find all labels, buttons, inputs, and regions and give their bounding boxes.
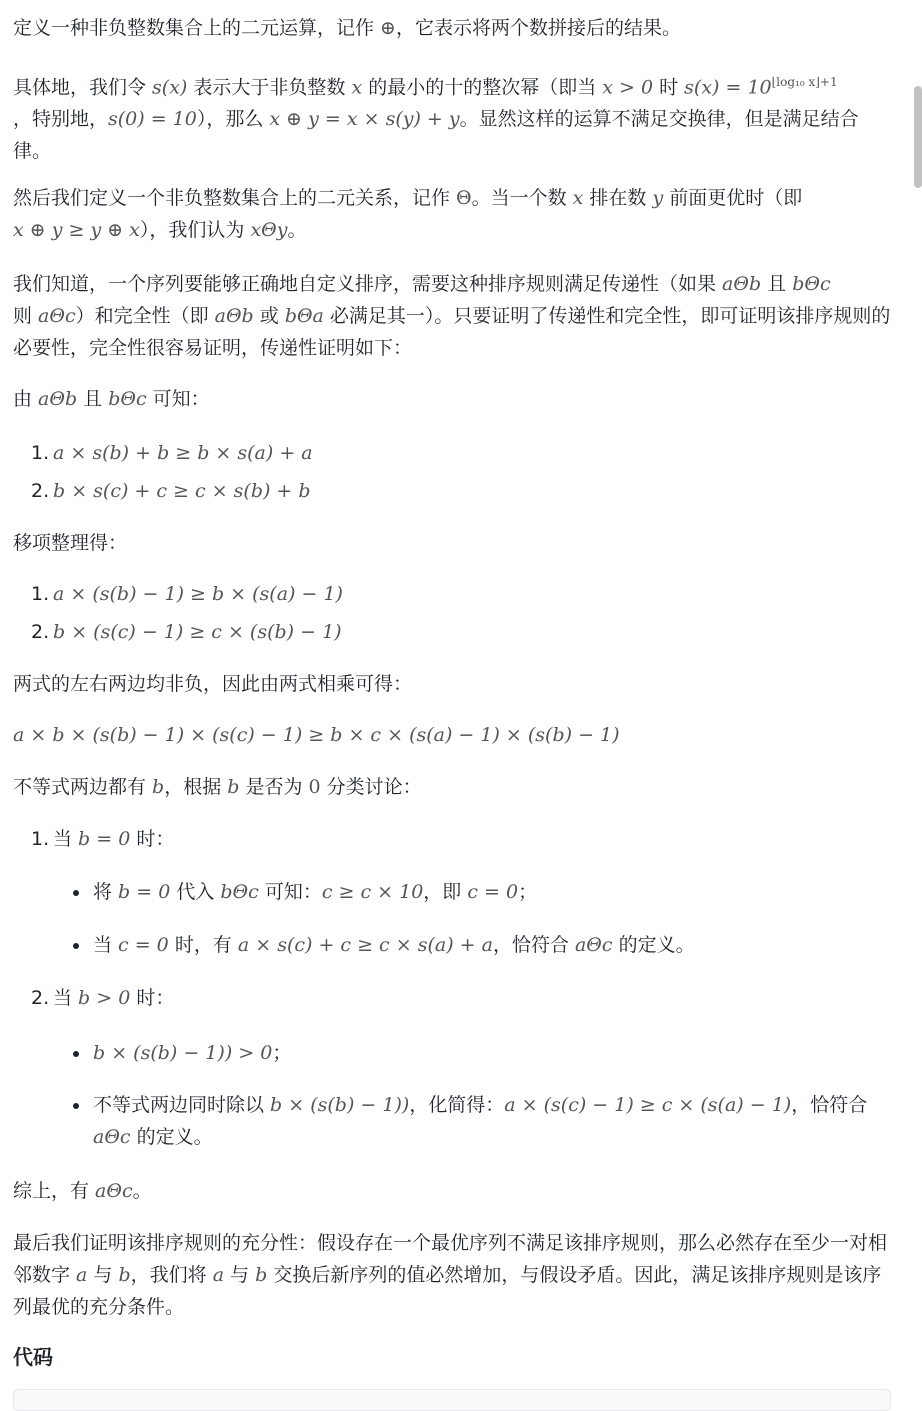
math: b × (s(b) − 1)) [270, 1094, 410, 1116]
text: ，恰符合 [791, 1094, 868, 1116]
math: b × (s(c) − 1) ≥ c × (s(b) − 1) [53, 621, 342, 643]
code-block [13, 1389, 891, 1411]
list-number: 1. [31, 583, 50, 605]
bullet-dot [73, 943, 79, 949]
text: 与 [224, 1264, 256, 1286]
text: 的定义。 [130, 1126, 213, 1148]
math: s(x) = 10 [684, 76, 772, 99]
text: 的定义。 [612, 934, 695, 956]
list-item [13, 472, 893, 510]
text: ； [518, 881, 538, 903]
text: ，化简得： [409, 1094, 505, 1116]
text: 然后我们定义一个非负整数集合上的二元关系，记作 [13, 187, 457, 209]
paragraph-rearrange: 移项整理得： [13, 532, 128, 554]
text: 前面更优时（即 [663, 187, 803, 209]
math: c ≥ c × 10 [321, 881, 424, 903]
paragraph-conclusion [13, 1175, 893, 1207]
math: x ⊕ y ≥ y ⊕ x [13, 219, 140, 241]
text: 。当一个数 [471, 187, 573, 209]
math: a × s(c) + c ≥ c × s(a) + a [237, 934, 493, 956]
math: b [255, 1264, 268, 1286]
math: y [652, 187, 664, 209]
text: 我们知道，一个序列要能够正确地自定义排序，需要这种排序规则满足传递性（如果 [13, 273, 723, 295]
bullet-dot [73, 890, 79, 896]
text: 。 [287, 219, 307, 241]
list-item [13, 820, 893, 858]
math: bΘc [220, 881, 259, 903]
math: b [118, 1264, 131, 1286]
text: 必满足其一）。只要证明了传递性和完全性，即可证明该排序规则的必要性，完全性很容易证明，传递性证明如下： [13, 305, 891, 359]
math: Θ [456, 187, 472, 209]
bullet-item [13, 876, 893, 908]
text: 当 [53, 987, 79, 1009]
text: 且 [77, 388, 109, 410]
math-exponent: ⌊log₁₀ x⌋+1 [771, 75, 838, 89]
bullet-item [13, 1037, 893, 1069]
text: 且 [761, 273, 793, 295]
text: 时： [130, 987, 175, 1009]
math: x [351, 76, 363, 99]
math: 0 [308, 776, 321, 798]
math: c = 0 [467, 881, 519, 903]
math-oplus: ⊕ [380, 17, 396, 39]
list-item [13, 979, 893, 1017]
text: 时 [653, 76, 685, 99]
text: 综上，有 [13, 1180, 96, 1202]
paragraph-product [13, 719, 893, 751]
math: bΘc [792, 273, 831, 295]
list-item [13, 613, 893, 651]
math: xΘy [250, 219, 288, 241]
text: ），那么 [196, 108, 270, 131]
math: b [227, 776, 240, 798]
paragraph-cases [13, 771, 893, 803]
ordered-list-inequalities [13, 434, 893, 510]
text: 当 [93, 934, 119, 956]
text: 将 [93, 881, 119, 903]
math: b × (s(b) − 1)) > 0 [93, 1042, 273, 1064]
text: 可知： [258, 881, 322, 903]
math: aΘb [38, 388, 78, 410]
math: a × s(b) + b ≥ b × s(a) + a [53, 442, 313, 464]
math: b = 0 [78, 828, 131, 850]
paragraph-given [13, 383, 893, 415]
paragraph-sufficiency [13, 1227, 893, 1323]
text: 。显然这样的运算不满足交换律，但是满足结合律。 [13, 108, 859, 163]
text: ，我们将 [130, 1264, 213, 1286]
text: 分类讨论： [320, 776, 422, 798]
math: aΘb [722, 273, 762, 295]
math: c = 0 [118, 934, 169, 956]
text: 时： [130, 828, 175, 850]
text: 交换后新序列的值必然增加，与假设矛盾。因此，满足该排序规则是该序列最优的充分条件。 [13, 1264, 882, 1318]
math: a [76, 1264, 88, 1286]
text: ，即 [423, 881, 468, 903]
list-item [13, 575, 893, 613]
text: 具体地，我们令 [13, 76, 153, 99]
list-number: 2. [31, 987, 50, 1009]
text: 最后我们证明该排序规则的充分性：假设存在一个最优序列不满足该排序规则，那么必然存在至少一对相邻数字 [13, 1232, 888, 1286]
scrollbar-thumb[interactable] [914, 86, 922, 188]
math: b > 0 [78, 987, 131, 1009]
text: 表示大于非负整数 [187, 76, 352, 99]
text: ，它表示将两个数拼接后的结果。 [395, 17, 681, 39]
math: x [572, 187, 584, 209]
text: 的最小的十的整次幂（即当 [362, 76, 603, 99]
math: aΘc [38, 305, 76, 327]
paragraph-transitivity [13, 268, 893, 364]
text: 定义一种非负整数集合上的二元运算，记作 [13, 17, 381, 39]
bullet-item [13, 929, 893, 961]
text: ； [272, 1042, 292, 1064]
list-number: 1. [31, 442, 50, 464]
bullet-item [13, 1089, 893, 1153]
text: 代入 [170, 881, 221, 903]
case-b-zero [13, 820, 893, 956]
math: aΘc [574, 934, 613, 956]
text: 可知： [146, 388, 210, 410]
paragraph-definition [13, 12, 893, 44]
math: a × b × (s(b) − 1) × (s(c) − 1) ≥ b × c × (s(a) − 1) × (s(b) − 1) [13, 724, 620, 746]
text: 当 [53, 828, 79, 850]
section-heading-code: 代码 [13, 1345, 53, 1369]
bullet-dot [73, 1051, 79, 1057]
text: 由 [13, 388, 39, 410]
list-item [13, 434, 893, 472]
text: 不等式两边同时除以 [93, 1094, 271, 1116]
list-number: 2. [31, 480, 50, 502]
text: 。 [132, 1180, 152, 1202]
ordered-list-rearranged [13, 575, 893, 651]
text: 或 [253, 305, 285, 327]
text: 与 [87, 1264, 119, 1286]
text: ，特别地， [13, 108, 109, 131]
math: x > 0 [602, 76, 654, 99]
list-number: 2. [31, 621, 50, 643]
case-b-positive [13, 979, 893, 1148]
text: 则 [13, 305, 39, 327]
math: a × (s(b) − 1) ≥ b × (s(a) − 1) [53, 583, 343, 605]
math: s(x) [152, 76, 188, 99]
paragraph-multiply: 两式的左右两边均非负，因此由两式相乘可得： [13, 673, 413, 695]
math: aΘc [95, 1180, 133, 1202]
math: b [152, 776, 165, 798]
paragraph-s-function [13, 66, 893, 167]
math: a × (s(c) − 1) ≥ c × (s(a) − 1) [504, 1094, 792, 1116]
math: x ⊕ y = x × s(y) + y [269, 108, 460, 131]
math: a [212, 1264, 225, 1286]
list-number: 1. [31, 828, 50, 850]
text: ）和完全性（即 [75, 305, 215, 327]
text: ，根据 [164, 776, 228, 798]
math: bΘc [108, 388, 147, 410]
math: bΘa [284, 305, 324, 327]
text: 不等式两边都有 [13, 776, 153, 798]
math: b × s(c) + c ≥ c × s(b) + b [53, 480, 311, 502]
math: aΘc [93, 1126, 131, 1148]
text: 排在数 [583, 187, 653, 209]
math: s(0) = 10 [108, 108, 197, 131]
bullet-dot [73, 1103, 79, 1109]
text: 是否为 [239, 776, 309, 798]
math: b = 0 [118, 881, 171, 903]
text: ，恰符合 [492, 934, 575, 956]
math: aΘb [214, 305, 254, 327]
text: 时，有 [168, 934, 238, 956]
paragraph-relation [13, 182, 893, 246]
text: ），我们认为 [139, 219, 251, 241]
